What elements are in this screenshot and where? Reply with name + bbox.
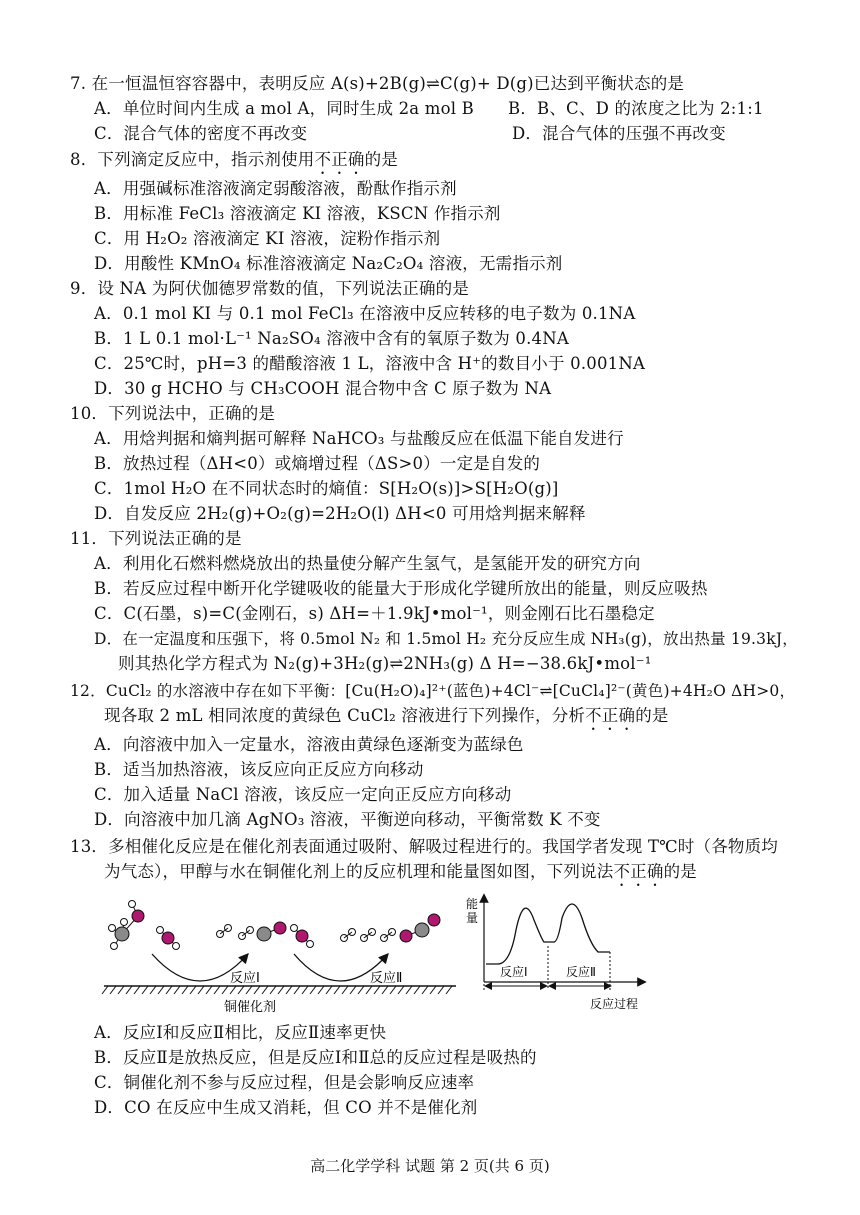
q13-option-a: A．反应Ⅰ和反应Ⅱ相比，反应Ⅱ速率更快 bbox=[94, 1023, 387, 1042]
q7-option-a: A．单位时间内生成 a mol A，同时生成 2a mol B bbox=[94, 99, 475, 118]
q8-option-b: B．用标准 FeCl₃ 溶液滴定 KI 溶液，KSCN 作指示剂 bbox=[94, 204, 501, 223]
q8-stem bbox=[70, 148, 398, 178]
q10-option-c: C．1mol H₂O 在不同状态时的熵值：S[H₂O(s)]>S[H₂O(g)] bbox=[94, 479, 559, 498]
curve-label-reaction2: 反应Ⅱ bbox=[566, 965, 596, 979]
q13-stem-emphasis: 不正确 bbox=[613, 862, 664, 881]
intermediate-group-2 bbox=[341, 914, 441, 942]
q11-option-c: C．C(石墨，s)=C(金刚石，s) ΔH=＋1.9kJ•mol⁻¹，则金刚石比石墨稳定 bbox=[94, 604, 655, 623]
q8-stem-pre: 8．下列滴定反应中，指示剂使用 bbox=[70, 150, 315, 169]
q12-stem-post: 的是 bbox=[635, 706, 669, 725]
reaction2-label: 反应Ⅱ bbox=[370, 971, 403, 986]
q12-stem-pre: 现各取 2 mL 相同浓度的黄绿色 CuCl₂ 溶液进行下列操作，分析 bbox=[104, 706, 586, 725]
q13-option-b: B．反应Ⅱ是放热反应，但是反应Ⅰ和Ⅱ总的反应过程是吸热的 bbox=[94, 1048, 537, 1067]
q12-option-b: B．适当加热溶液，该反应向正反应方向移动 bbox=[94, 760, 424, 779]
q12-stem-line1: 12．CuCl₂ 的水溶液中存在如下平衡：[Cu(H₂O)₄]²⁺(蓝色)+4Cl⁻⇌[CuCl₄]²⁻(黄色)+4H₂O ΔH>0， bbox=[70, 682, 796, 700]
reaction1-label: 反应Ⅰ bbox=[230, 971, 260, 986]
energy-diagram bbox=[462, 890, 662, 1020]
water-molecule bbox=[157, 927, 180, 950]
q7-option-b: B．B、C、D 的浓度之比为 2:1:1 bbox=[508, 99, 764, 118]
catalyst-label: 铜催化剂 bbox=[223, 1000, 277, 1015]
mechanism-figure bbox=[100, 890, 460, 1015]
q10-option-a: A．用焓判据和熵判据可解释 NaHCO₃ 与盐酸反应在低温下能自发进行 bbox=[94, 429, 624, 448]
q7-option-d: D．混合气体的压强不再改变 bbox=[512, 124, 726, 143]
q8-stem-emphasis: 不正确 bbox=[314, 150, 365, 169]
q13-stem-post: 的是 bbox=[663, 862, 697, 881]
q7-option-c: C．混合气体的密度不再改变 bbox=[94, 124, 308, 143]
process-axis-label: 反应过程 bbox=[590, 997, 639, 1011]
q10-option-d: D．自发反应 2H₂(g)+O₂(g)=2H₂O(l) ΔH<0 可用焓判据来解释 bbox=[94, 504, 586, 523]
page-footer: 高二化学学科 试题 第 2 页(共 6 页) bbox=[310, 1157, 550, 1175]
q13-stem-pre: 为气态），甲醇与水在铜催化剂上的反应机理和能量图如图，下列说法 bbox=[104, 862, 614, 881]
q12-option-c: C．加入适量 NaCl 溶液，该反应一定向正反应方向移动 bbox=[94, 785, 512, 804]
q11-option-d-line1: D．在一定温度和压强下，将 0.5mol N₂ 和 1.5mol H₂ 充分反应生成 NH₃(g)，放出热量 19.3kJ， bbox=[94, 630, 798, 648]
q8-option-a: A．用强碱标准溶液滴定弱酸溶液，酚酞作指示剂 bbox=[94, 179, 457, 198]
q12-option-a: A．向溶液中加入一定量水，溶液由黄绿色逐渐变为蓝绿色 bbox=[94, 735, 524, 754]
q8-option-c: C．用 H₂O₂ 溶液滴定 KI 溶液，淀粉作指示剂 bbox=[94, 229, 441, 248]
q12-stem-line2 bbox=[104, 704, 669, 734]
q9-option-b: B．1 L 0.1 mol·L⁻¹ Na₂SO₄ 溶液中含有的氧原子数为 0.4NA bbox=[94, 329, 570, 348]
q11-stem: 11．下列说法正确的是 bbox=[70, 529, 242, 548]
q8-option-d: D．用酸性 KMnO₄ 标准溶液滴定 Na₂C₂O₄ 溶液，无需指示剂 bbox=[94, 254, 563, 273]
q9-option-c: C．25℃时，pH=3 的醋酸溶液 1 L，溶液中含 H⁺的数目小于 0.001NA bbox=[94, 354, 646, 373]
q8-stem-post: 的是 bbox=[364, 150, 399, 169]
energy-axis-label-char2: 量 bbox=[466, 911, 479, 925]
intermediate-group-1 bbox=[217, 922, 314, 948]
q12-stem-emphasis: 不正确 bbox=[585, 706, 636, 725]
energy-axis-label-char1: 能 bbox=[466, 897, 479, 911]
q13-option-c: C．铜催化剂不参与反应过程，但是会影响反应速率 bbox=[94, 1073, 475, 1092]
q13-option-d: D．CO 在反应中生成又消耗，但 CO 并不是催化剂 bbox=[94, 1098, 478, 1117]
methanol-molecule bbox=[109, 901, 145, 950]
catalyst-hatch bbox=[102, 986, 452, 994]
q13-stem-line2 bbox=[104, 860, 697, 890]
q11-option-b: B．若反应过程中断开化学键吸收的能量大于形成化学键所放出的能量，则反应吸热 bbox=[94, 579, 708, 598]
q11-option-d-line2: 则其热化学方程式为 N₂(g)+3H₂(g)⇌2NH₃(g) Δ H=−38.6kJ•mol⁻¹ bbox=[118, 654, 652, 673]
q10-option-b: B．放热过程（ΔH<0）或熵增过程（ΔS>0）一定是自发的 bbox=[94, 454, 541, 473]
q9-option-a: A．0.1 mol KI 与 0.1 mol FeCl₃ 在溶液中反应转移的电子数为 0.1NA bbox=[94, 304, 636, 323]
q11-option-a: A．利用化石燃料燃烧放出的热量使分解产生氢气，是氢能开发的研究方向 bbox=[94, 554, 641, 573]
curve-label-reaction1: 反应Ⅰ bbox=[500, 965, 528, 979]
q7-stem: 7. 在一恒温恒容容器中，表明反应 A(s)+2B(g)⇌C(g)+ D(g)已达到平衡状态的是 bbox=[70, 74, 685, 93]
q12-option-d: D．向溶液中加几滴 AgNO₃ 溶液，平衡逆向移动，平衡常数 K 不变 bbox=[94, 810, 601, 829]
q13-stem-line1: 13．多相催化反应是在催化剂表面通过吸附、解吸过程进行的。我国学者发现 T℃时（各物质均 bbox=[70, 837, 779, 856]
q9-stem: 9．设 NA 为阿伏伽德罗常数的值，下列说法正确的是 bbox=[70, 279, 470, 298]
q10-stem: 10．下列说法中，正确的是 bbox=[70, 404, 276, 423]
q9-option-d: D．30 g HCHO 与 CH₃COOH 混合物中含 C 原子数为 NA bbox=[94, 379, 552, 398]
